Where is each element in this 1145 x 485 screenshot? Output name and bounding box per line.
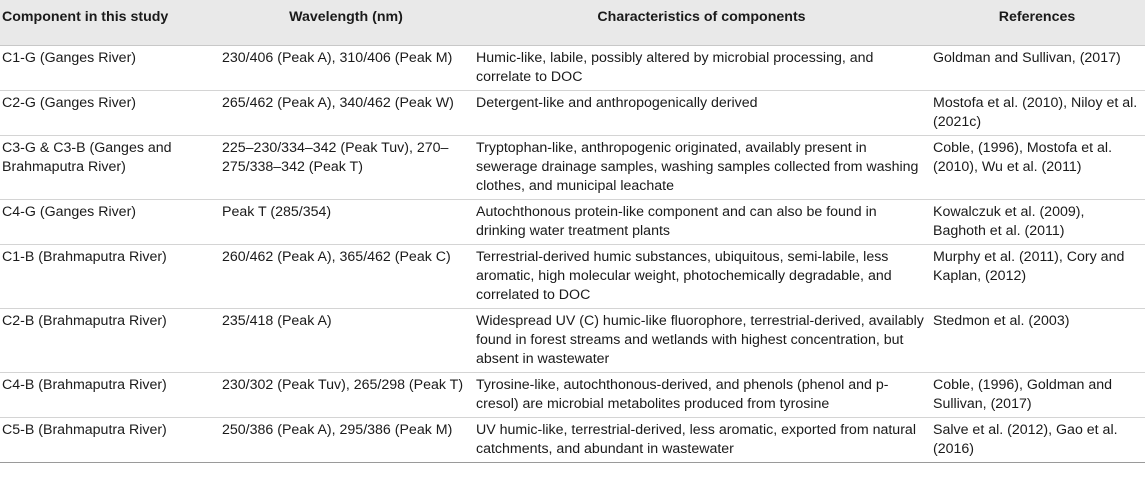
cell-references: Coble, (1996), Mostofa et al. (2010), Wu et al. (2011) — [931, 135, 1145, 199]
cell-characteristics: Widespread UV (C) humic-like fluorophore, terrestrial-derived, availably found in forest streams and wetlands with highest concentration, but absent in wastewater — [474, 308, 931, 372]
table-row — [0, 199, 1145, 244]
cell-references: Stedmon et al. (2003) — [931, 308, 1145, 372]
cell-references: Mostofa et al. (2010), Niloy et al. (2021c) — [931, 90, 1145, 135]
cell-characteristics: Humic-like, labile, possibly altered by microbial processing, and correlate to DOC — [474, 45, 931, 90]
cell-wavelength: 230/406 (Peak A), 310/406 (Peak M) — [220, 45, 474, 90]
cell-characteristics: Autochthonous protein-like component and can also be found in drinking water treatment plants — [474, 199, 931, 244]
cell-component: C1-B (Brahmaputra River) — [0, 244, 220, 308]
cell-wavelength: 265/462 (Peak A), 340/462 (Peak W) — [220, 90, 474, 135]
table-row — [0, 244, 1145, 308]
table-body — [0, 45, 1145, 462]
cell-characteristics: Tryptophan-like, anthropogenic originated, availably present in sewerage drainage samples, washing samples collected from washing clothes, and municipal leachate — [474, 135, 931, 199]
cell-wavelength: 230/302 (Peak Tuv), 265/298 (Peak T) — [220, 372, 474, 417]
cell-component: C5-B (Brahmaputra River) — [0, 417, 220, 462]
cell-characteristics: Terrestrial-derived humic substances, ubiquitous, semi-labile, less aromatic, high molecular weight, photochemically degradable, and correlated to DOC — [474, 244, 931, 308]
header-wavelength: Wavelength (nm) — [220, 0, 474, 45]
cell-references: Goldman and Sullivan, (2017) — [931, 45, 1145, 90]
cell-component: C2-G (Ganges River) — [0, 90, 220, 135]
cell-wavelength: 260/462 (Peak A), 365/462 (Peak C) — [220, 244, 474, 308]
table-row — [0, 308, 1145, 372]
cell-component: C3-G & C3-B (Ganges and Brahmaputra River) — [0, 135, 220, 199]
cell-references: Coble, (1996), Goldman and Sullivan, (2017) — [931, 372, 1145, 417]
header-references: References — [931, 0, 1145, 45]
header-characteristics: Characteristics of components — [474, 0, 931, 45]
header-row — [0, 0, 1145, 45]
table-row — [0, 417, 1145, 462]
table-row — [0, 90, 1145, 135]
cell-wavelength: 250/386 (Peak A), 295/386 (Peak M) — [220, 417, 474, 462]
cell-characteristics: Tyrosine-like, autochthonous-derived, and phenols (phenol and p-cresol) are microbial metabolites produced from tyrosine — [474, 372, 931, 417]
cell-component: C1-G (Ganges River) — [0, 45, 220, 90]
cell-wavelength: 225–230/334–342 (Peak Tuv), 270–275/338–342 (Peak T) — [220, 135, 474, 199]
cell-references: Salve et al. (2012), Gao et al. (2016) — [931, 417, 1145, 462]
cell-component: C2-B (Brahmaputra River) — [0, 308, 220, 372]
table-row — [0, 372, 1145, 417]
table-header — [0, 0, 1145, 45]
cell-component: C4-B (Brahmaputra River) — [0, 372, 220, 417]
cell-characteristics: UV humic-like, terrestrial-derived, less aromatic, exported from natural catchments, and abundant in wastewater — [474, 417, 931, 462]
table-row — [0, 45, 1145, 90]
cell-wavelength: 235/418 (Peak A) — [220, 308, 474, 372]
header-component: Component in this study — [0, 0, 220, 45]
cell-component: C4-G (Ganges River) — [0, 199, 220, 244]
cell-references: Murphy et al. (2011), Cory and Kaplan, (2012) — [931, 244, 1145, 308]
cell-wavelength: Peak T (285/354) — [220, 199, 474, 244]
table-row — [0, 135, 1145, 199]
cell-references: Kowalczuk et al. (2009), Baghoth et al. (2011) — [931, 199, 1145, 244]
cell-characteristics: Detergent-like and anthropogenically derived — [474, 90, 931, 135]
